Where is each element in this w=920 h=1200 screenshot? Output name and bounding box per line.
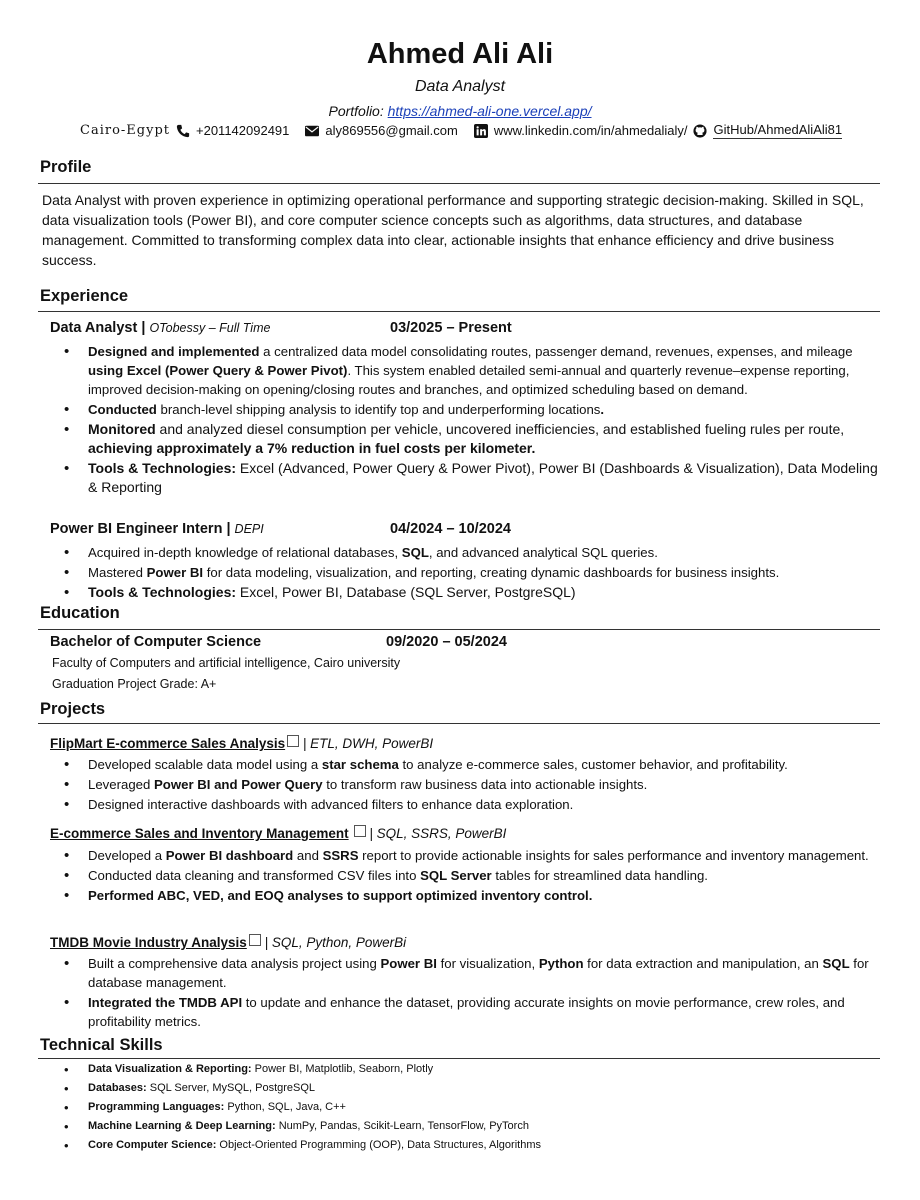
contact-bar	[80, 122, 900, 139]
project-link-flipmart[interactable]: FlipMart E-commerce Sales Analysis	[50, 736, 286, 751]
skills-divider	[38, 1058, 880, 1059]
job-dates: 03/2025 – Present	[390, 320, 512, 336]
project-ecommerce-inventory	[50, 825, 506, 841]
list-item: • Tools & Technologies: Excel, Power BI, Database (SQL Server, PostgreSQL)	[60, 583, 880, 602]
external-link-icon[interactable]	[354, 825, 366, 837]
list-item: • Conducted branch-level shipping analysis to identify top and underperforming locations.	[60, 400, 880, 419]
email-link[interactable]: aly869556@gmail.com	[325, 123, 458, 138]
degree-title: Bachelor of Computer Science	[50, 634, 262, 650]
job-separator: |	[141, 320, 146, 336]
job-bullets-data-analyst	[60, 342, 880, 497]
list-item: • Built a comprehensive data analysis project using Power BI for visualization, Python for data extraction and manipulation, an SQL for database management.	[60, 954, 880, 992]
job-separator: |	[226, 521, 231, 537]
project-tools: | SQL, Python, PowerBi	[264, 935, 407, 950]
job-title: Power BI Engineer Intern	[50, 521, 223, 537]
list-item: • Tools & Technologies: Excel (Advanced, Power Query & Power Pivot), Power BI (Dashboards & Visualization), Data Modeling & Reporting	[60, 459, 880, 497]
job-dates: 04/2024 – 10/2024	[390, 521, 511, 537]
list-item: • Performed ABC, VED, and EOQ analyses to support optimized inventory control.	[60, 886, 880, 905]
external-link-icon[interactable]	[249, 934, 261, 946]
education-heading: Education	[40, 604, 120, 622]
list-item: • Designed and implemented a centralized data model consolidating routes, passenger demand, revenues, expenses, and mileage using Excel (Power Query & Power Pivot). This system enabled detailed semi-annual and quarterly revenue–expense reporting, improved decision-making on opening/closing routes and branches, and optimized scheduling based on demand.	[60, 342, 880, 399]
projects-divider	[38, 723, 880, 724]
project-tmdb	[50, 934, 406, 950]
list-item: • Databases: SQL Server, MySQL, PostgreSQL	[60, 1079, 880, 1098]
profile-divider	[38, 183, 880, 184]
skills-heading: Technical Skills	[40, 1036, 163, 1054]
linkedin-link[interactable]: www.linkedin.com/in/ahmedalialy/	[493, 123, 688, 138]
education-faculty: Faculty of Computers and artificial intelligence, Cairo university	[52, 656, 401, 670]
job-company: DEPI	[234, 522, 264, 536]
job-company: OTobessy – Full Time	[149, 321, 271, 335]
project-bullets-flipmart	[60, 755, 880, 814]
profile-summary: Data Analyst with proven experience in optimizing operational performance and supporting strategic decision-making. Skilled in SQL, data visualization tools (Power BI), and core computer science concepts such as algorithms, data structures, and database management. Committed to transforming complex data into clear, actionable insights that enhance efficiency and drive business success.	[42, 192, 864, 268]
job-title-bi-intern	[50, 521, 880, 537]
portfolio-line	[0, 103, 920, 119]
external-link-icon[interactable]	[287, 735, 299, 747]
education-grade: Graduation Project Grade: A+	[52, 677, 217, 691]
project-bullets-ecommerce	[60, 846, 880, 905]
experience-divider	[38, 311, 880, 312]
list-item: • Leveraged Power BI and Power Query to transform raw business data into actionable insights.	[60, 775, 880, 794]
list-item: • Monitored and analyzed diesel consumption per vehicle, uncovered inefficiencies, and established fueling rules per route, achieving approximately a 7% reduction in fuel costs per kilometer.	[60, 420, 880, 458]
list-item: • Data Visualization & Reporting: Power BI, Matplotlib, Seaborn, Plotly	[60, 1060, 880, 1079]
list-item: • Integrated the TMDB API to update and enhance the dataset, providing accurate insights on movie performance, crew roles, and profitability metrics.	[60, 993, 880, 1031]
project-bullets-tmdb	[60, 954, 880, 1031]
education-divider	[38, 629, 880, 630]
candidate-role: Data Analyst	[414, 78, 506, 95]
list-item: • Machine Learning & Deep Learning: NumPy, Pandas, Scikit-Learn, TensorFlow, PyTorch	[60, 1117, 880, 1136]
email-icon	[305, 124, 319, 138]
list-item: • Conducted data cleaning and transformed CSV files into SQL Server tables for streamlined data handling.	[60, 866, 880, 885]
education-degree-line	[50, 634, 880, 650]
phone-text: +201142092491	[196, 123, 290, 138]
profile-heading: Profile	[40, 158, 92, 176]
github-link[interactable]: GitHub/AhmedAliAli81	[713, 122, 843, 137]
job-bullets-bi-intern	[60, 543, 880, 602]
degree-dates: 09/2020 – 05/2024	[386, 634, 507, 650]
projects-heading: Projects	[40, 700, 106, 718]
project-tools: | ETL, DWH, PowerBI	[302, 736, 434, 751]
phone-icon	[176, 124, 190, 138]
job-title-data-analyst	[50, 320, 880, 336]
list-item: • Developed a Power BI dashboard and SSRS report to provide actionable insights for sales performance and inventory management.	[60, 846, 880, 865]
list-item: • Developed scalable data model using a star schema to analyze e-commerce sales, customer behavior, and profitability.	[60, 755, 880, 774]
project-tools: | SQL, SSRS, PowerBI	[369, 826, 507, 841]
location-text: Cairo-Egypt	[80, 123, 170, 138]
portfolio-label: Portfolio:	[328, 103, 384, 119]
linkedin-icon	[474, 124, 488, 138]
list-item: • Programming Languages: Python, SQL, Java, C++	[60, 1098, 880, 1117]
list-item: • Acquired in-depth knowledge of relational databases, SQL, and advanced analytical SQL queries.	[60, 543, 880, 562]
list-item: • Mastered Power BI for data modeling, visualization, and reporting, creating dynamic dashboards for business insights.	[60, 563, 880, 582]
experience-heading: Experience	[40, 287, 129, 305]
job-title: Data Analyst	[50, 320, 138, 336]
github-icon	[693, 124, 707, 138]
candidate-name: Ahmed Ali Ali	[366, 38, 554, 70]
project-link-ecommerce[interactable]: E-commerce Sales and Inventory Management	[50, 826, 349, 841]
skills-list	[60, 1060, 880, 1155]
project-link-tmdb[interactable]: TMDB Movie Industry Analysis	[50, 935, 247, 950]
project-flipmart	[50, 735, 433, 751]
list-item: • Designed interactive dashboards with advanced filters to enhance data exploration.	[60, 795, 880, 814]
list-item: • Core Computer Science: Object-Oriented Programming (OOP), Data Structures, Algorithms	[60, 1136, 880, 1155]
portfolio-link[interactable]: https://ahmed-ali-one.vercel.app/	[387, 103, 592, 119]
